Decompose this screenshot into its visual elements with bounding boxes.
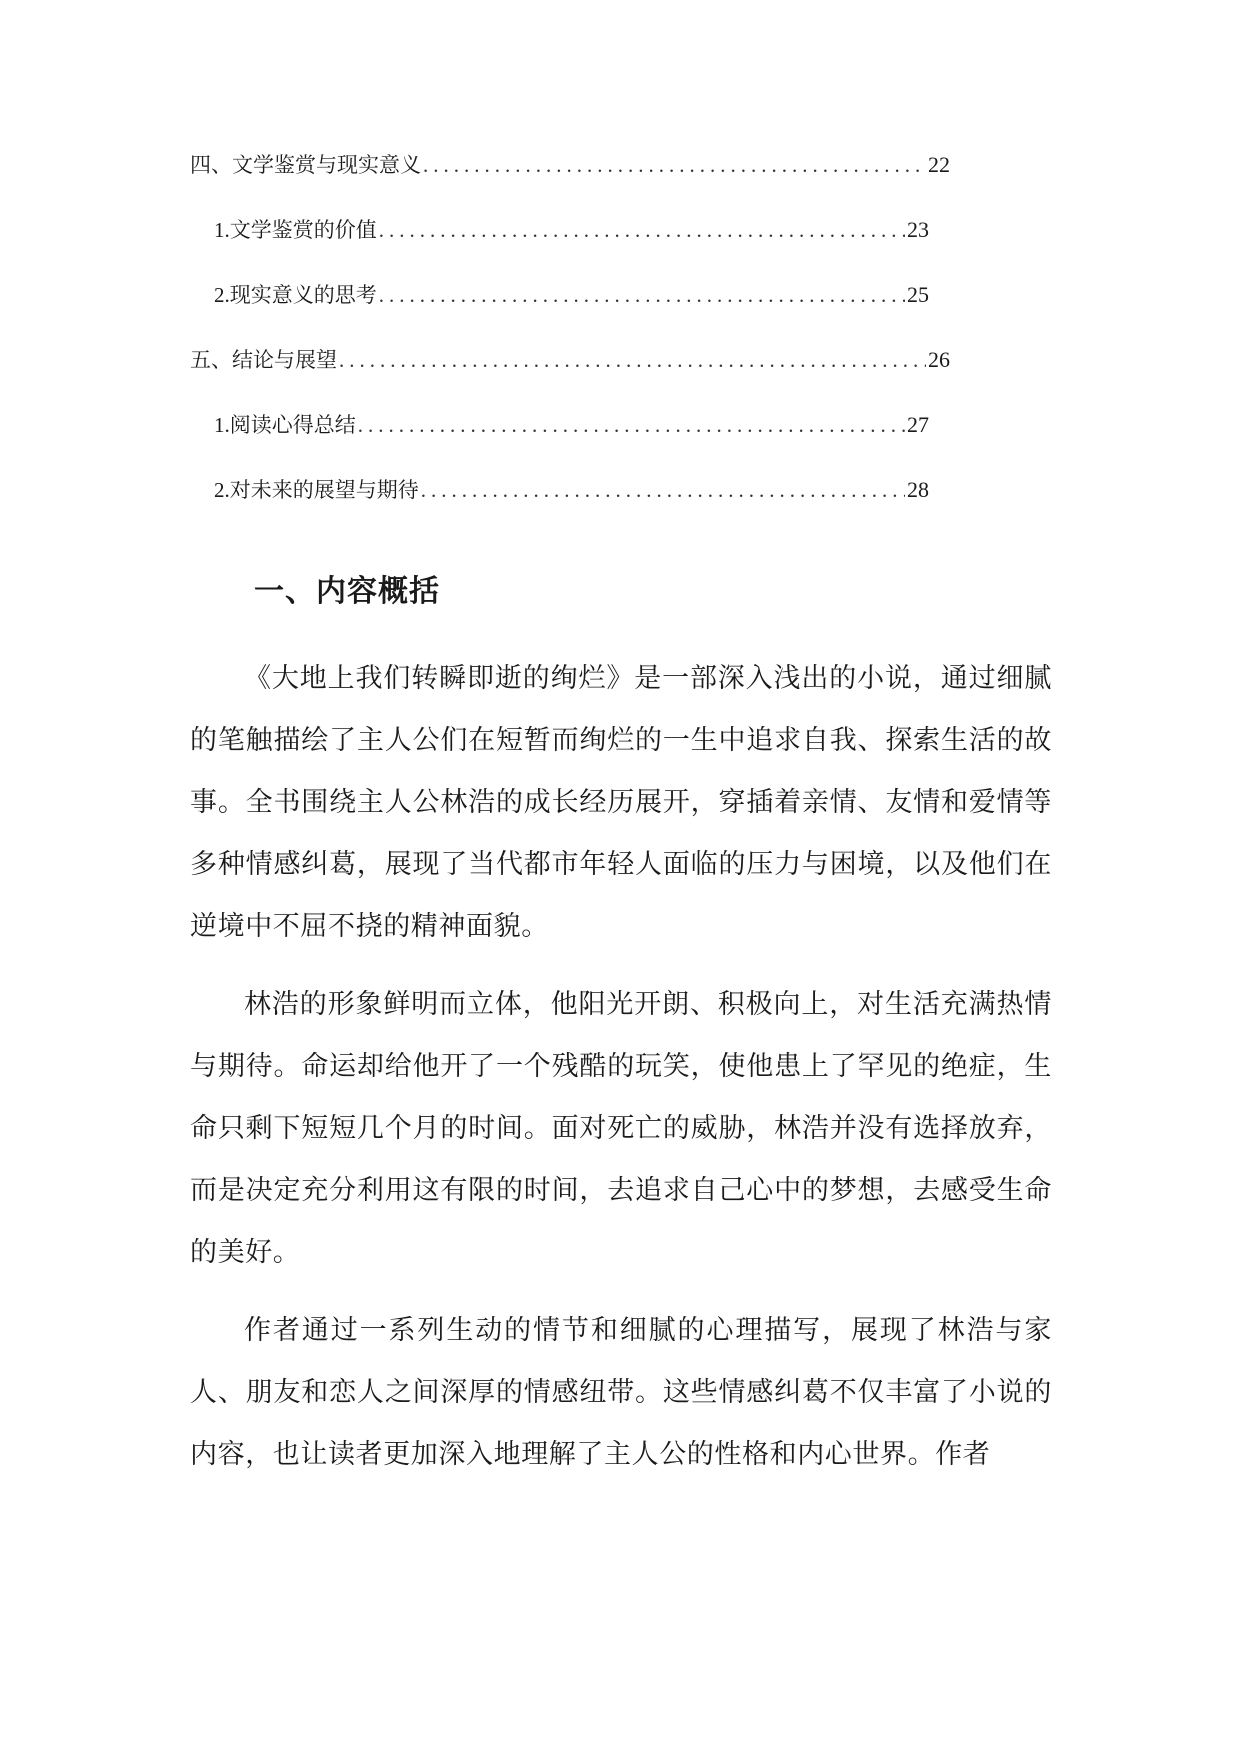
toc-entry-number: 2. [214, 478, 230, 502]
toc-entry-page: 25 [907, 282, 929, 307]
toc-entry-title: 四、文学鉴赏与现实意义 [190, 153, 421, 177]
toc-entry-title: 阅读心得总结 [229, 413, 356, 437]
table-of-contents [190, 150, 950, 540]
toc-entry[interactable] [190, 345, 950, 410]
toc-entry-page: 22 [928, 152, 950, 177]
body-text [190, 648, 1052, 1486]
toc-entry-title: 现实意义的思考 [229, 283, 377, 307]
toc-entry[interactable] [190, 280, 950, 345]
toc-entry-title: 文学鉴赏的价值 [229, 218, 377, 242]
toc-leader-dots [339, 345, 926, 375]
toc-leader-dots [379, 280, 905, 310]
toc-entry-number: 1. [214, 218, 230, 242]
toc-leader-dots [423, 150, 926, 180]
toc-entry[interactable] [190, 410, 950, 475]
toc-entry-title: 五、结论与展望 [190, 348, 337, 372]
toc-entry[interactable] [190, 475, 950, 540]
toc-entry-page: 26 [928, 347, 950, 372]
section-heading: 一、内容概括 [254, 574, 440, 609]
paragraph: 作者通过一系列生动的情节和细腻的心理描写，展现了林浩与家人、朋友和恋人之间深厚的情感纽带。这些情感纠葛不仅丰富了小说的内容，也让读者更加深入地理解了主人公的性格和内心世界。作者 [190, 1315, 1052, 1470]
toc-entry[interactable] [190, 150, 950, 215]
toc-entry-page: 28 [907, 477, 929, 502]
toc-entry-number: 2. [214, 283, 230, 307]
toc-leader-dots [379, 215, 905, 245]
toc-leader-dots [421, 475, 905, 505]
toc-entry-number: 1. [214, 413, 230, 437]
paragraph: 《大地上我们转瞬即逝的绚烂》是一部深入浅出的小说，通过细腻的笔触描绘了主人公们在短暂而绚烂的一生中追求自我、探索生活的故事。全书围绕主人公林浩的成长经历展开，穿插着亲情、友情和爱情等多种情感纠葛，展现了当代都市年轻人面临的压力与困境，以及他们在逆境中不屈不挠的精神面貌。 [190, 663, 1052, 942]
toc-entry-page: 23 [907, 217, 929, 242]
toc-leader-dots [358, 410, 905, 440]
paragraph: 林浩的形象鲜明而立体，他阳光开朗、积极向上，对生活充满热情与期待。命运却给他开了一个残酷的玩笑，使他患上了罕见的绝症，生命只剩下短短几个月的时间。面对死亡的威胁，林浩并没有选择放弃，而是决定充分利用这有限的时间，去追求自己心中的梦想，去感受生命的美好。 [190, 989, 1052, 1268]
toc-entry-page: 27 [907, 412, 929, 437]
toc-entry[interactable] [190, 215, 950, 280]
toc-entry-title: 对未来的展望与期待 [229, 478, 419, 502]
